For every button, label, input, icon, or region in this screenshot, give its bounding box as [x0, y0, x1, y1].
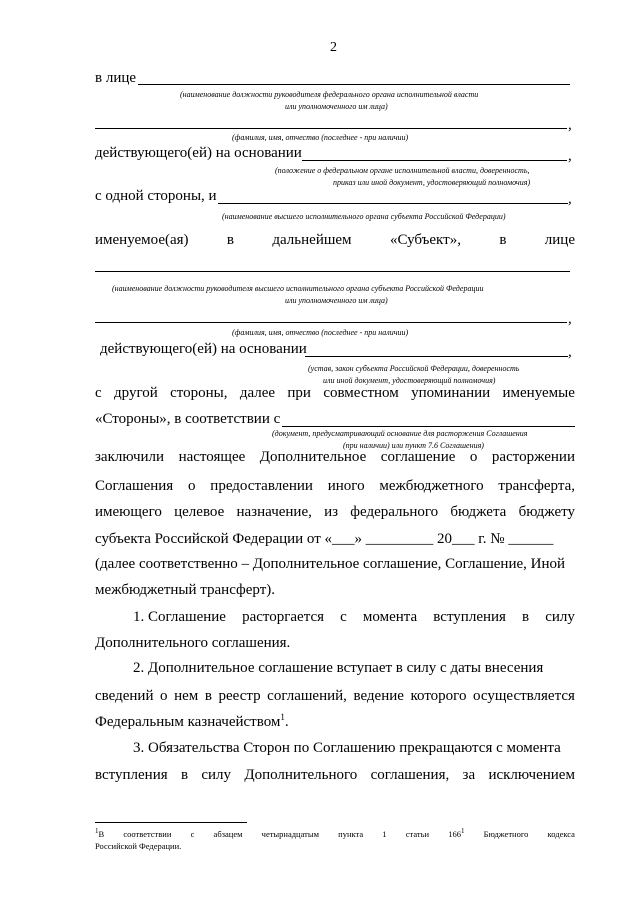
word: в	[522, 609, 530, 625]
word: которого	[410, 688, 467, 704]
word: из	[324, 504, 339, 520]
page-number: 2	[330, 40, 337, 55]
note-document-2: (при наличии) или пункт 7.6 Соглашения)	[343, 441, 484, 450]
word: бюджету	[518, 504, 575, 520]
word: за	[462, 767, 476, 783]
word: другой	[114, 385, 158, 401]
article-number	[448, 829, 464, 839]
other-side-line	[95, 385, 575, 402]
word: с	[95, 385, 102, 401]
comma-5: ,	[568, 344, 572, 360]
note-fed-head-position-2: или уполномоченного им лица)	[285, 102, 388, 111]
note-subject-organ: (наименование высшего исполнительного органа субъекта Российской Федерации)	[222, 212, 506, 221]
note-fed-head-position-1: (наименование должности руководителя федерального органа исполнительной власти	[180, 90, 479, 99]
word: имеющего	[95, 504, 162, 520]
footnote-first	[95, 829, 104, 839]
p1-line-6: межбюджетный трансферт).	[95, 582, 276, 598]
word: статьи	[405, 829, 430, 839]
word: расторжении	[491, 449, 575, 465]
note-basis-subj-2: или иной документ, удостоверяющий полномочия)	[323, 376, 496, 385]
item3-line-1: 3. Обязательства Сторон по Соглашению прекращаются с момента	[133, 740, 561, 756]
word: момента	[362, 609, 418, 625]
item3-line-2	[95, 767, 575, 784]
item2-line-1: 2. Дополнительное соглашение вступает в силу с даты внесения	[133, 660, 544, 676]
p1-line-1	[95, 449, 575, 466]
word: трансферта,	[498, 478, 575, 494]
word: предоставлении	[210, 478, 313, 494]
note-document-1: (документ, предусматривающий основание для расторжения Соглашения	[272, 429, 528, 438]
parties-in-accordance: «Стороны», в соответствии с	[95, 411, 281, 427]
note-basis-subj-1: (устав, закон субъекта Российской Федерации, доверенность	[308, 364, 520, 373]
note-basis-fed-2: приказ или иной документ, удостоверяющий полномочия)	[333, 178, 531, 187]
word: кодекса	[547, 829, 575, 839]
comma-3: ,	[568, 191, 572, 207]
word: пункта	[338, 829, 364, 839]
p1-line-4: субъекта Российской Федерации от «___» _________ 20___ г. № ______	[95, 531, 554, 547]
fill-line-fed-head-position	[138, 84, 570, 85]
word: соглашений,	[267, 688, 347, 704]
item1-line-1	[133, 609, 575, 626]
word: соглашение	[380, 449, 456, 465]
note-basis-fed-1: (положение о федеральном органе исполнительной власти, доверенность,	[275, 166, 530, 175]
word: осуществляется	[473, 688, 575, 704]
word: с	[340, 609, 347, 625]
fill-line-subject-organ	[218, 203, 568, 204]
acting-on-basis-1: действующего(ей) на основании	[95, 145, 302, 161]
word: целевое	[174, 504, 225, 520]
word: реестр	[218, 688, 261, 704]
comma-2: ,	[568, 148, 572, 164]
word: Дополнительного	[244, 767, 358, 783]
comma-1: ,	[568, 117, 572, 133]
one-side-label: с одной стороны, и	[95, 188, 217, 204]
article-sup: 1	[460, 827, 465, 836]
word: силу	[201, 767, 232, 783]
word: В	[98, 829, 105, 839]
word: бюджета	[450, 504, 507, 520]
word: силу	[545, 609, 575, 625]
fill-line-fio-1	[95, 128, 567, 129]
word: далее	[239, 385, 276, 401]
word: 1. Соглашение	[133, 609, 226, 625]
note-subj-head-position-1: (наименование должности руководителя высшего исполнительного органа субъекта Российской Федерации	[112, 284, 484, 293]
word: с	[190, 829, 195, 839]
word: абзацем	[213, 829, 243, 839]
word: совместном	[323, 385, 399, 401]
word: в	[204, 688, 212, 704]
fill-line-basis-subj	[305, 356, 568, 357]
word: именуемое(ая)	[95, 232, 189, 248]
footnote-line-2: Российской Федерации.	[95, 841, 182, 851]
fill-line-basis-fed	[302, 160, 567, 161]
word: настоящее	[178, 449, 246, 465]
word: лице	[544, 232, 575, 248]
note-subj-head-position-2: или уполномоченного им лица)	[285, 296, 388, 305]
fill-line-document	[282, 426, 575, 427]
word: соглашения,	[370, 767, 450, 783]
word: о	[188, 478, 196, 494]
p1-line-5: (далее соответственно – Дополнительное соглашение, Соглашение, Иной	[95, 556, 566, 572]
word: четырнадцатым	[261, 829, 319, 839]
word: вступления	[433, 609, 506, 625]
word: исключением	[488, 767, 575, 783]
word: в	[226, 232, 235, 248]
word: упоминании	[411, 385, 491, 401]
footnote-marker: 1	[95, 827, 99, 836]
acting-on-basis-2: действующего(ей) на основании	[100, 341, 307, 357]
word: о	[469, 449, 478, 465]
word: в	[180, 767, 189, 783]
item2-line-3-text: Федеральным казначейством	[95, 714, 281, 730]
word: именуемые	[502, 385, 575, 401]
word: Бюджетного	[483, 829, 529, 839]
word: Соглашения	[95, 478, 174, 494]
note-fio-2: (фамилия, имя, отчество (последнее - при наличии)	[232, 328, 409, 337]
in-person-label: в лице	[95, 70, 137, 86]
footnote-ref[interactable]: 1	[280, 712, 285, 722]
word: федерального	[350, 504, 439, 520]
item2-line-3	[95, 714, 289, 731]
footnote-separator	[95, 822, 247, 823]
fill-line-subj-head-position	[95, 271, 570, 272]
word: о	[160, 688, 168, 704]
word: 1	[382, 829, 387, 839]
word: межбюджетного	[379, 478, 484, 494]
p1-line-2	[95, 478, 575, 495]
word: иного	[327, 478, 365, 494]
word: «Субъект»,	[389, 232, 461, 248]
item2-line-2	[95, 688, 575, 705]
word: вступления	[95, 767, 168, 783]
note-fio-1: (фамилия, имя, отчество (последнее - при наличии)	[232, 133, 409, 142]
word: расторгается	[242, 609, 325, 625]
word: стороны,	[170, 385, 228, 401]
footnote-line-1	[95, 829, 575, 839]
fill-line-fio-2	[95, 322, 567, 323]
word: при	[287, 385, 311, 401]
word: нем	[174, 688, 199, 704]
comma-4: ,	[568, 311, 572, 327]
word: в	[499, 232, 507, 248]
word: дальнейшем	[272, 232, 352, 248]
p1-line-3	[95, 504, 575, 521]
word: 166	[448, 829, 461, 839]
word: соответствии	[123, 829, 172, 839]
word: заключили	[95, 449, 165, 465]
word: назначение,	[236, 504, 312, 520]
hereinafter-line	[95, 232, 575, 249]
word: ведение	[353, 688, 404, 704]
word: Дополнительное	[259, 449, 367, 465]
item1-line-2: Дополнительного соглашения.	[95, 635, 291, 651]
period: .	[284, 714, 289, 730]
word: сведений	[95, 688, 154, 704]
